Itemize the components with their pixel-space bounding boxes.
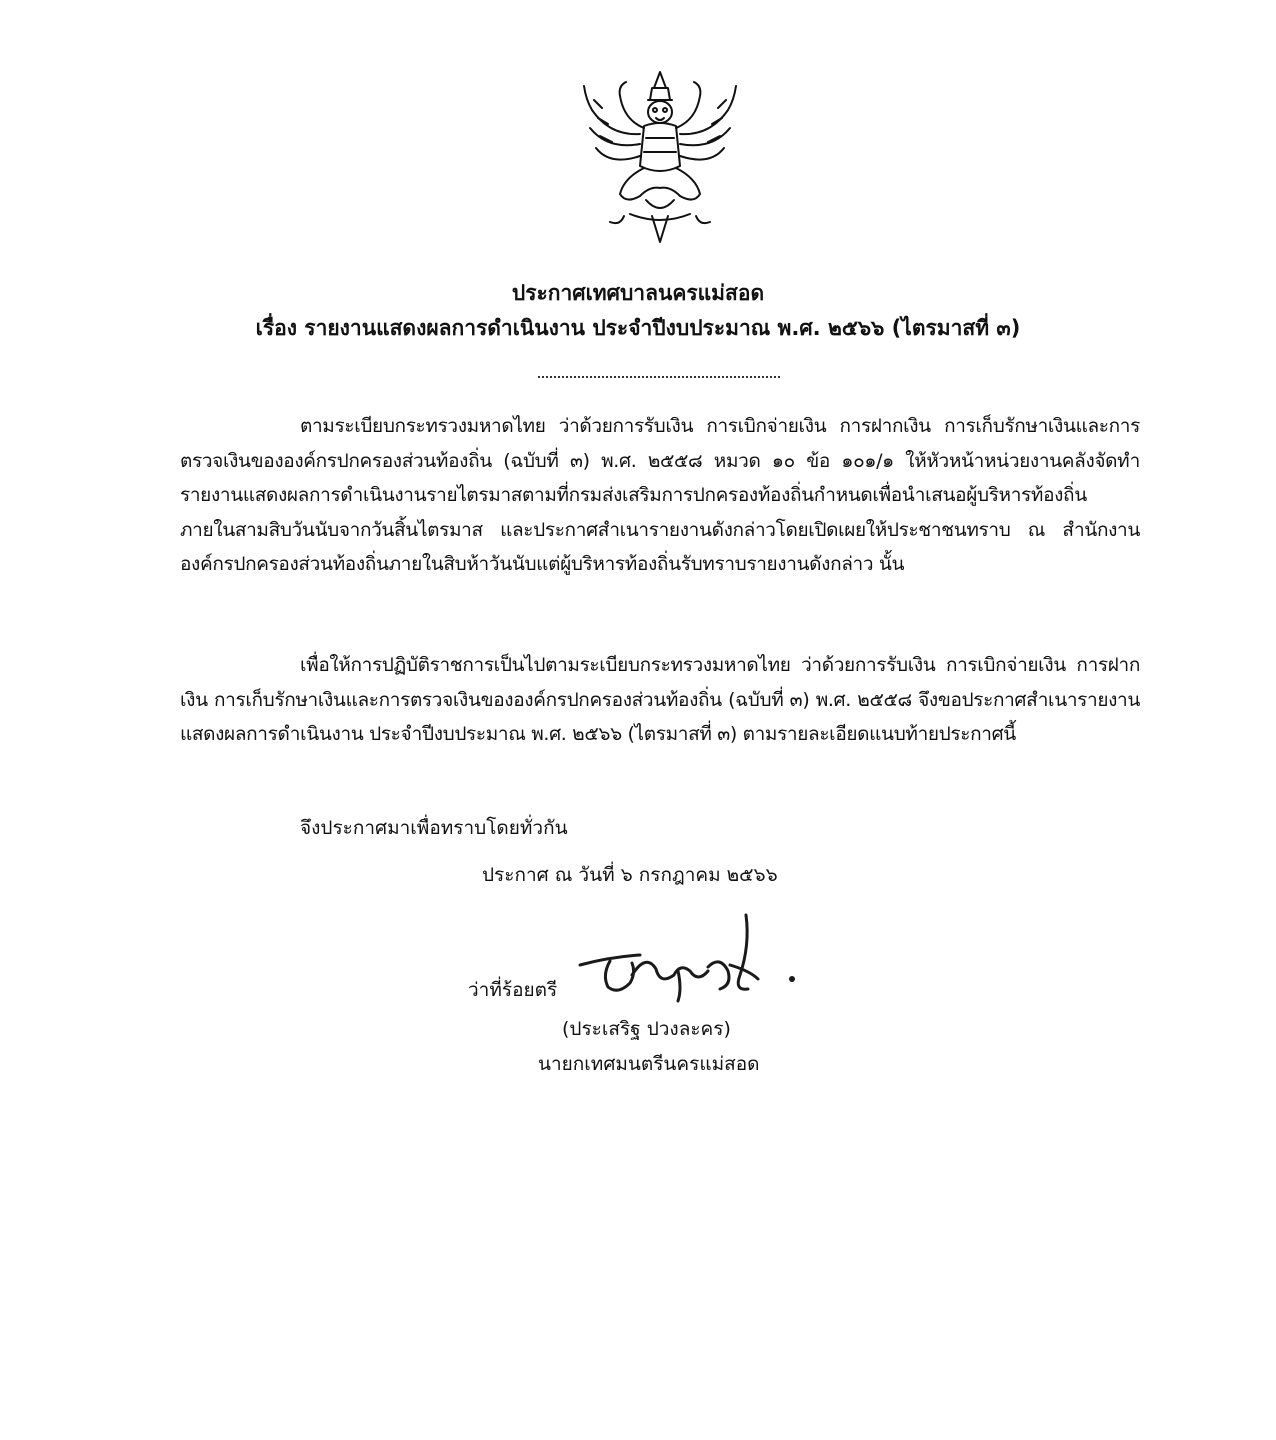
closing-statement: จึงประกาศมาเพื่อทราบโดยทั่วกัน: [300, 817, 568, 839]
announcement-date: ประกาศ ณ วันที่ ๖ กรกฎาคม ๒๕๖๖: [482, 864, 778, 886]
signatory-name: (ประเสริฐ ปวงละคร): [562, 1018, 731, 1040]
garuda-emblem-icon: [580, 66, 740, 246]
dotted-divider: [538, 376, 780, 378]
announcement-title: ประกาศเทศบาลนครแม่สอด: [511, 281, 765, 305]
signatory-position: นายกเทศมนตรีนครแม่สอด: [538, 1053, 760, 1075]
announcement-subject: เรื่อง รายงานแสดงผลการดำเนินงาน ประจำปีงบประมาณ พ.ศ. ๒๕๖๖ (ไตรมาสที่ ๓): [255, 316, 1021, 340]
body-paragraph-1: ตามระเบียบกระทรวงมหาดไทย ว่าด้วยการรับเงิน การเบิกจ่ายเงิน การฝากเงิน การเก็บรักษาเงินและการตรวจเงินขององค์กรปกครองส่วนท้องถิ่น (ฉบับที่ ๓) พ.ศ. ๒๕๕๘ หมวด ๑๐ ข้อ ๑๐๑/๑ ให้หัวหน้าหน่วยงานคลังจัดทำรายงานแสดงผลการดำเนินงานรายไตรมาสตามที่กรมส่งเสริมการปกครองท้องถิ่นกำหนดเพื่อนำเสนอผู้บริหารท้องถิ่นภายในสามสิบวันนับจากวันสิ้นไตรมาส และประกาศสำเนารายงานดังกล่าวโดยเปิดเผยให้ประชาชนทราบ ณ สำนักงานองค์กรปกครองส่วนท้องถิ่นภายในสิบห้าวันนับแต่ผู้บริหารท้องถิ่นรับทราบรายงานดังกล่าว นั้น: [180, 415, 1140, 575]
body-paragraph-2: เพื่อให้การปฏิบัติราชการเป็นไปตามระเบียบกระทรวงมหาดไทย ว่าด้วยการรับเงิน การเบิกจ่ายเงิน การฝากเงิน การเก็บรักษาเงินและการตรวจเงินขององค์กรปกครองส่วนท้องถิ่น (ฉบับที่ ๓) พ.ศ. ๒๕๕๘ จึงขอประกาศสำเนารายงานแสดงผลการดำเนินงาน ประจำปีงบประมาณ พ.ศ. ๒๕๖๖ (ไตรมาสที่ ๓) ตามรายละเอียดแนบท้ายประกาศนี้: [180, 654, 1140, 745]
handwritten-signature: [570, 905, 810, 1015]
signatory-rank: ว่าที่ร้อยตรี: [468, 979, 558, 1001]
